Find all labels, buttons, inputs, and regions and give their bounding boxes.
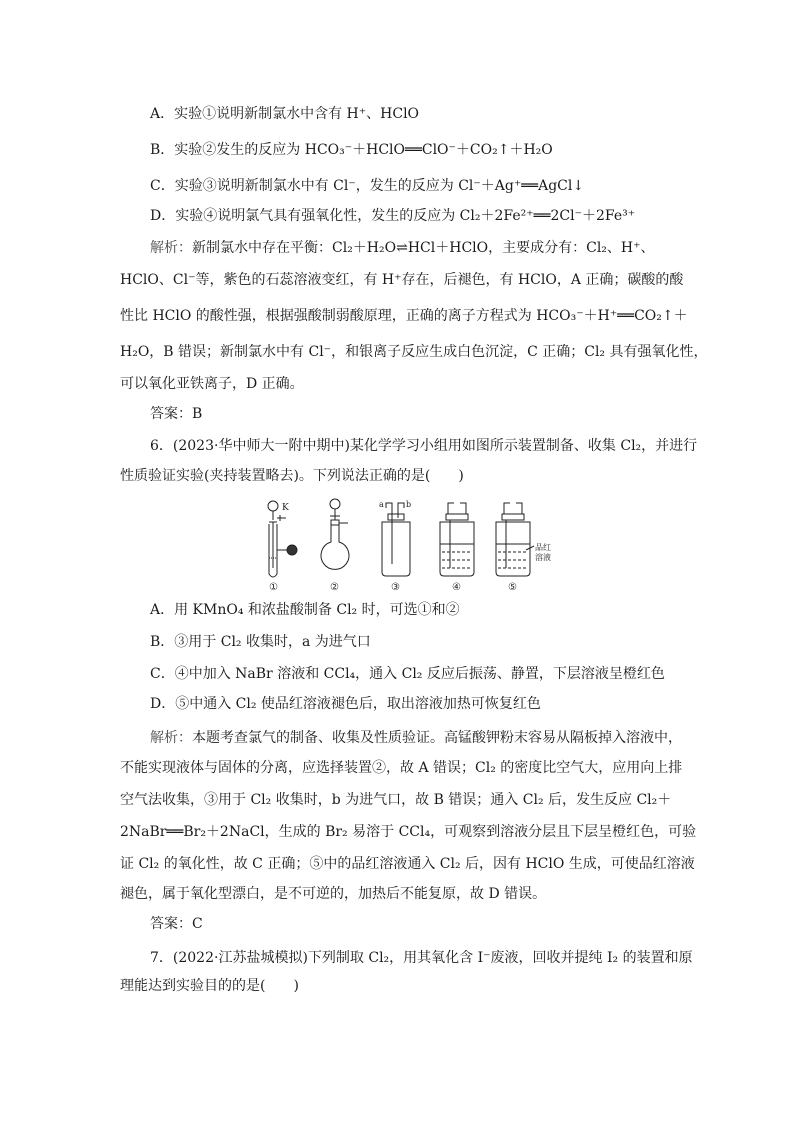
q5-analysis-line-5: 可以氧化亚铁离子，D 正确。	[120, 376, 304, 392]
q6-stem-line-2: 性质验证实验(夹持装置略去)。下列说法正确的是( )	[120, 468, 464, 484]
q5-option-a: A．实验①说明新制氯水中含有 H⁺、HClO	[150, 106, 420, 122]
q6-analysis-line-2: 不能实现液体与固体的分离，应选择装置②，故 A 错误；Cl₂ 的密度比空气大，应用向上排	[120, 760, 683, 776]
q6-analysis-line-1	[150, 728, 682, 748]
q5-option-c: C．实验③说明新制氯水中有 Cl⁻，发生的反应为 Cl⁻＋Ag⁺══AgCl↓	[150, 178, 585, 194]
apparatus-number-5: ⑤	[508, 582, 517, 593]
q7-stem-line-2: 理能达到实验目的的是( )	[120, 978, 299, 994]
apparatus-number-4: ④	[452, 582, 461, 593]
apparatus-2	[321, 499, 349, 569]
q5-analysis-line-4: H₂O，B 错误；新制氯水中有 Cl⁻，和银离子反应生成白色沉淀，C 正确；Cl₂ 具有强氧化性，	[120, 344, 708, 360]
q5-analysis-line-3: 性比 HClO 的酸性强，根据强酸制弱酸原理，正确的离子方程式为 HCO₃⁻＋H⁺══CO₂↑＋	[120, 308, 688, 324]
q6-analysis-line-4: 2NaBr══Br₂＋2NaCl，生成的 Br₂ 易溶于 CCl₄，可观察到溶液分层且下层呈橙红色，可验	[120, 824, 697, 840]
q6-analysis-label: 解析：	[150, 730, 192, 746]
label-K: K	[282, 503, 289, 513]
q6-option-b: B．③用于 Cl₂ 收集时，a 为进气口	[150, 634, 371, 650]
q6-analysis-line-6: 褪色，属于氧化型漂白，是不可逆的，加热后不能复原，故 D 错误。	[120, 886, 547, 902]
q6-option-c: C．④中加入 NaBr 溶液和 CCl₄，通入 Cl₂ 反应后振荡、静置，下层溶液呈橙红色	[150, 666, 665, 682]
q6-analysis-text: 本题考查氯气的制备、收集及性质验证。高锰酸钾粉末容易从隔板掉入溶液中，	[192, 730, 682, 746]
label-b: b	[406, 500, 412, 509]
apparatus-number-1: ①	[269, 582, 278, 593]
q5-analysis-line-1	[150, 238, 655, 258]
q6-answer: 答案：C	[150, 916, 203, 932]
apparatus-number-2: ②	[330, 582, 339, 593]
q5-analysis-line-2: HClO、Cl⁻等，紫色的石蕊溶液变红，有 H⁺存在，后褪色，有 HClO，A 正确；碳酸的酸	[120, 272, 684, 288]
q6-option-a: A．用 KMnO₄ 和浓盐酸制备 Cl₂ 时，可选①和②	[150, 602, 460, 618]
apparatus-figure	[258, 494, 558, 594]
q5-answer: 答案：B	[150, 406, 203, 422]
q5-analysis-text: 新制氯水中存在平衡：Cl₂＋H₂O⇌HCl＋HClO，主要成分有：Cl₂、H⁺、	[192, 240, 655, 256]
q6-analysis-line-5: 证 Cl₂ 的氧化性，故 C 正确；⑤中的品红溶液通入 Cl₂ 后，因有 HClO 生成，可使品红溶液	[120, 856, 695, 872]
q6-analysis-line-3: 空气法收集，③用于 Cl₂ 收集时，b 为进气口，故 B 错误；通入 Cl₂ 后，发生反应 Cl₂＋	[120, 792, 672, 808]
label-solution: 溶液	[535, 553, 551, 562]
apparatus-5	[496, 503, 551, 576]
q6-stem-line-1: 6．(2023·华中师大一附中期中)某化学学习小组用如图所示装置制备、收集 Cl₂，并进行	[150, 438, 698, 454]
apparatus-number-3: ③	[391, 582, 400, 593]
q5-option-d: D．实验④说明氯气具有强氧化性，发生的反应为 Cl₂＋2Fe²⁺══2Cl⁻＋2Fe³⁺	[150, 208, 636, 224]
apparatus-1	[268, 501, 297, 577]
label-pinhong: 品红	[535, 543, 551, 552]
q5-option-b: B．实验②发生的反应为 HCO₃⁻＋HClO══ClO⁻＋CO₂↑＋H₂O	[150, 142, 553, 158]
q7-stem-line-1: 7．(2022·江苏盐城模拟)下列制取 Cl₂，用其氧化含 I⁻废液，回收并提纯 I₂ 的装置和原	[150, 950, 693, 966]
apparatus-3	[379, 500, 411, 576]
q6-option-d: D．⑤中通入 Cl₂ 使品红溶液褪色后，取出溶液加热可恢复红色	[150, 696, 541, 712]
q5-analysis-label: 解析：	[150, 240, 192, 256]
apparatus-4	[440, 503, 474, 576]
label-a: a	[379, 500, 384, 509]
